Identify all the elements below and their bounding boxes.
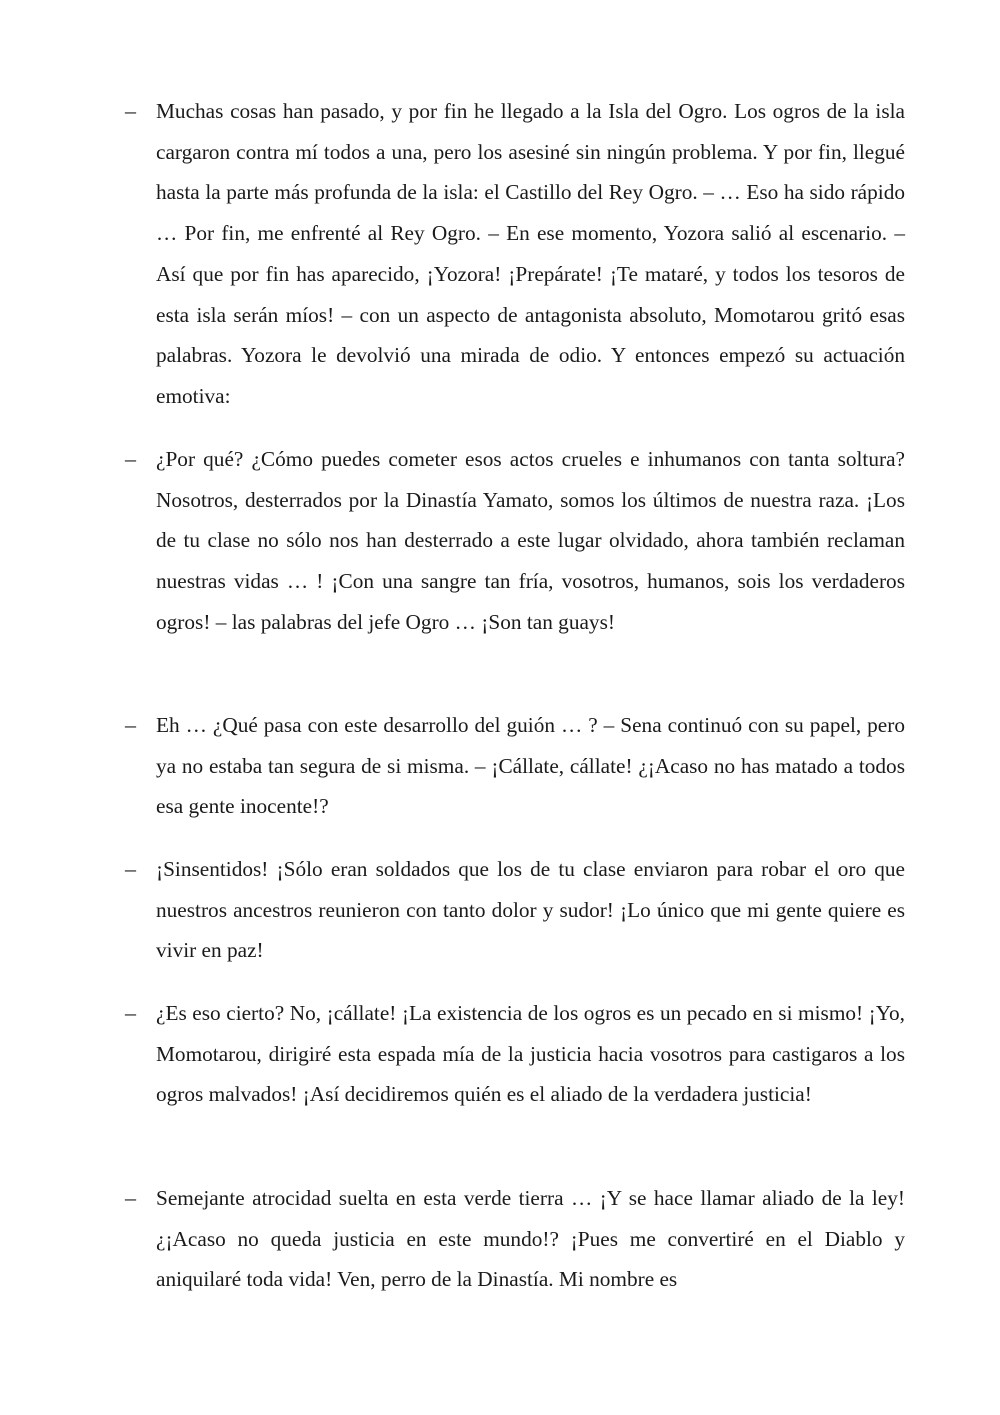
dialogue-dash: –: [125, 98, 136, 123]
dialogue-text: ¡Sinsentidos! ¡Sólo eran soldados que los de tu clase enviaron para robar el oro que nuestros ancestros reunieron con tanto dolor y sudor! ¡Lo único que mi gente quiere es vivir en paz!: [156, 857, 905, 963]
dialogue-dash: –: [125, 446, 136, 471]
dialogue-text: Eh … ¿Qué pasa con este desarrollo del guión … ? – Sena continuó con su papel, pero ya no estaba tan segura de si misma. – ¡Cállate, cállate! ¿¡Acaso no has matado a todos esa gente inocente!?: [156, 713, 905, 819]
dialogue-dash: –: [125, 1185, 136, 1210]
dialogue-dash: –: [125, 856, 136, 881]
dialogue-dash: –: [125, 712, 136, 737]
dialogue-text: ¿Es eso cierto? No, ¡cállate! ¡La existencia de los ogros es un pecado en si mismo! ¡Yo, Momotarou, dirigiré esta espada mía de la justicia hacia vosotros para castigaros a los ogros malvados! ¡Así decidiremos quién es el aliado de la verdadera justicia!: [156, 1001, 905, 1107]
dialogue-text: ¿Por qué? ¿Cómo puedes cometer esos actos crueles e inhumanos con tanta soltura? Nosotros, desterrados por la Dinastía Yamato, somos los últimos de nuestra raza. ¡Los de tu clase no sólo nos han desterrado a este lugar olvidado, ahora también reclaman nuestras vidas … ! ¡Con una sangre tan fría, vosotros, humanos, sois los verdaderos ogros! – las palabras del jefe Ogro … ¡Son tan guays!: [156, 447, 905, 634]
dialogue-text: Semejante atrocidad suelta en esta verde tierra … ¡Y se hace llamar aliado de la ley! ¿¡Acaso no queda justicia en este mundo!? ¡Pues me convertiré en el Diablo y aniquilaré toda vida! Ven, perro de la Dinastía. Mi nombre es: [156, 1186, 905, 1292]
dialogue-text: Muchas cosas han pasado, y por fin he llegado a la Isla del Ogro. Los ogros de la isla cargaron contra mí todos a una, pero los asesiné sin ningún problema. Y por fin, llegué hasta la parte más profunda de la isla: el Castillo del Rey Ogro. – … Eso ha sido rápido … Por fin, me enfrenté al Rey Ogro. – En ese momento, Yozora salió al escenario. – Así que por fin has aparecido, ¡Yozora! ¡Prepárate! ¡Te mataré, y todos los tesoros de esta isla serán míos! – con un aspecto de antagonista absoluto, Momotarou gritó esas palabras. Yozora le devolvió una mirada de odio. Y entonces empezó su actuación emotiva:: [156, 99, 905, 408]
dialogue-dash: –: [125, 1000, 136, 1025]
